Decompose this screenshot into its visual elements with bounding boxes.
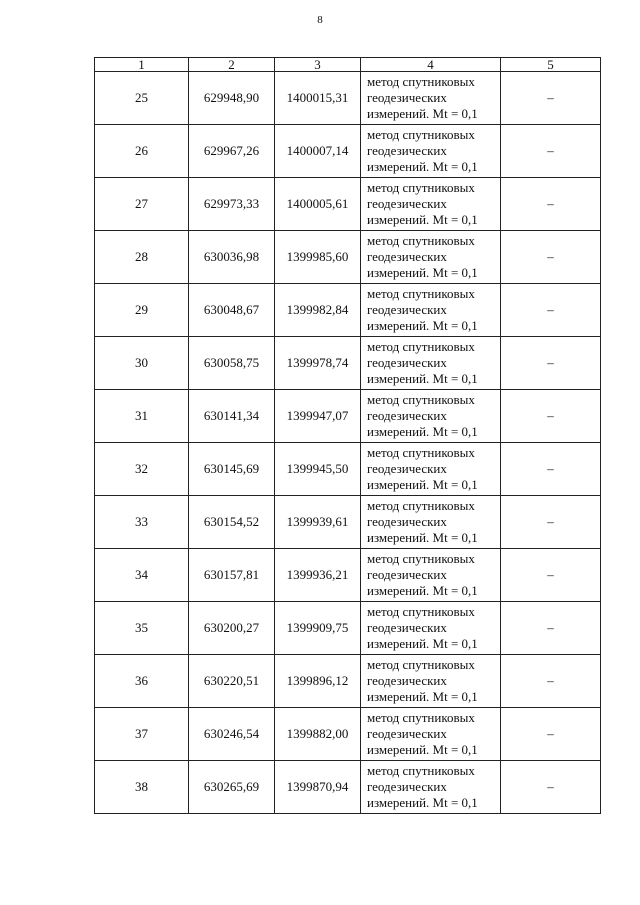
method-cell	[361, 284, 501, 337]
method-cell	[361, 549, 501, 602]
point-number-cell: 35	[95, 602, 189, 655]
note-cell: –	[501, 337, 601, 390]
note-cell: –	[501, 602, 601, 655]
method-text-line: измерений. Mt = 0,1	[367, 795, 478, 810]
method-text-line: метод спутниковых	[367, 286, 475, 301]
point-number-cell: 33	[95, 496, 189, 549]
point-number-cell: 25	[95, 72, 189, 125]
x-coordinate-cell: 629973,33	[189, 178, 275, 231]
x-coordinate-cell: 630220,51	[189, 655, 275, 708]
column-header: 5	[501, 58, 601, 72]
x-coordinate-cell: 630141,34	[189, 390, 275, 443]
x-coordinate-cell: 630145,69	[189, 443, 275, 496]
method-text-line: геодезических	[367, 673, 447, 688]
method-text-line: измерений. Mt = 0,1	[367, 477, 478, 492]
method-text-line: геодезических	[367, 355, 447, 370]
table-row	[95, 708, 601, 761]
note-cell: –	[501, 761, 601, 814]
y-coordinate-cell: 1400007,14	[275, 125, 361, 178]
point-number-cell: 38	[95, 761, 189, 814]
x-coordinate-cell: 630265,69	[189, 761, 275, 814]
x-coordinate-cell: 630048,67	[189, 284, 275, 337]
table-row	[95, 125, 601, 178]
table-row	[95, 496, 601, 549]
method-text-line: метод спутниковых	[367, 498, 475, 513]
method-text-line: метод спутниковых	[367, 339, 475, 354]
note-cell: –	[501, 231, 601, 284]
method-text-line: метод спутниковых	[367, 710, 475, 725]
y-coordinate-cell: 1399978,74	[275, 337, 361, 390]
y-coordinate-cell: 1399909,75	[275, 602, 361, 655]
method-text-line: метод спутниковых	[367, 392, 475, 407]
method-cell	[361, 390, 501, 443]
method-text-line: измерений. Mt = 0,1	[367, 583, 478, 598]
x-coordinate-cell: 630200,27	[189, 602, 275, 655]
method-cell	[361, 178, 501, 231]
column-header: 3	[275, 58, 361, 72]
table-row	[95, 602, 601, 655]
method-text-line: геодезических	[367, 90, 447, 105]
method-cell	[361, 72, 501, 125]
note-cell: –	[501, 125, 601, 178]
method-text-line: измерений. Mt = 0,1	[367, 530, 478, 545]
method-text-line: измерений. Mt = 0,1	[367, 318, 478, 333]
table-row	[95, 655, 601, 708]
method-text-line: геодезических	[367, 567, 447, 582]
point-number-cell: 28	[95, 231, 189, 284]
y-coordinate-cell: 1399896,12	[275, 655, 361, 708]
note-cell: –	[501, 284, 601, 337]
method-text-line: метод спутниковых	[367, 127, 475, 142]
method-text-line: измерений. Mt = 0,1	[367, 742, 478, 757]
method-cell	[361, 231, 501, 284]
point-number-cell: 32	[95, 443, 189, 496]
method-text-line: геодезических	[367, 196, 447, 211]
method-text-line: геодезических	[367, 620, 447, 635]
method-text-line: измерений. Mt = 0,1	[367, 212, 478, 227]
coordinates-table	[94, 57, 601, 814]
column-header: 1	[95, 58, 189, 72]
x-coordinate-cell: 630036,98	[189, 231, 275, 284]
method-text-line: метод спутниковых	[367, 74, 475, 89]
x-coordinate-cell: 630154,52	[189, 496, 275, 549]
method-cell	[361, 125, 501, 178]
note-cell: –	[501, 443, 601, 496]
table-row	[95, 231, 601, 284]
table-row	[95, 337, 601, 390]
method-text-line: метод спутниковых	[367, 657, 475, 672]
y-coordinate-cell: 1399870,94	[275, 761, 361, 814]
method-text-line: метод спутниковых	[367, 763, 475, 778]
point-number-cell: 26	[95, 125, 189, 178]
method-text-line: метод спутниковых	[367, 180, 475, 195]
point-number-cell: 29	[95, 284, 189, 337]
method-text-line: метод спутниковых	[367, 233, 475, 248]
table-row	[95, 761, 601, 814]
point-number-cell: 34	[95, 549, 189, 602]
method-text-line: геодезических	[367, 143, 447, 158]
table-row	[95, 178, 601, 231]
method-text-line: метод спутниковых	[367, 604, 475, 619]
point-number-cell: 27	[95, 178, 189, 231]
method-text-line: геодезических	[367, 726, 447, 741]
note-cell: –	[501, 496, 601, 549]
method-text-line: измерений. Mt = 0,1	[367, 159, 478, 174]
note-cell: –	[501, 390, 601, 443]
method-text-line: геодезических	[367, 302, 447, 317]
y-coordinate-cell: 1399936,21	[275, 549, 361, 602]
note-cell: –	[501, 708, 601, 761]
method-text-line: геодезических	[367, 779, 447, 794]
x-coordinate-cell: 630058,75	[189, 337, 275, 390]
method-text-line: метод спутниковых	[367, 445, 475, 460]
y-coordinate-cell: 1399939,61	[275, 496, 361, 549]
page-number: 8	[317, 14, 323, 26]
y-coordinate-cell: 1399945,50	[275, 443, 361, 496]
point-number-cell: 31	[95, 390, 189, 443]
y-coordinate-cell: 1400015,31	[275, 72, 361, 125]
method-cell	[361, 708, 501, 761]
column-header: 2	[189, 58, 275, 72]
method-text-line: измерений. Mt = 0,1	[367, 265, 478, 280]
note-cell: –	[501, 72, 601, 125]
method-cell	[361, 443, 501, 496]
method-cell	[361, 602, 501, 655]
method-text-line: геодезических	[367, 461, 447, 476]
method-text-line: геодезических	[367, 408, 447, 423]
method-text-line: метод спутниковых	[367, 551, 475, 566]
note-cell: –	[501, 178, 601, 231]
y-coordinate-cell: 1399982,84	[275, 284, 361, 337]
table-row	[95, 284, 601, 337]
method-cell	[361, 655, 501, 708]
y-coordinate-cell: 1399985,60	[275, 231, 361, 284]
method-cell	[361, 337, 501, 390]
column-header: 4	[361, 58, 501, 72]
method-text-line: измерений. Mt = 0,1	[367, 636, 478, 651]
x-coordinate-cell: 630246,54	[189, 708, 275, 761]
method-text-line: измерений. Mt = 0,1	[367, 106, 478, 121]
point-number-cell: 37	[95, 708, 189, 761]
table-row	[95, 443, 601, 496]
method-cell	[361, 761, 501, 814]
table-row	[95, 72, 601, 125]
table-row	[95, 549, 601, 602]
y-coordinate-cell: 1399882,00	[275, 708, 361, 761]
method-text-line: измерений. Mt = 0,1	[367, 424, 478, 439]
x-coordinate-cell: 630157,81	[189, 549, 275, 602]
y-coordinate-cell: 1399947,07	[275, 390, 361, 443]
x-coordinate-cell: 629967,26	[189, 125, 275, 178]
table-header-row	[95, 58, 601, 72]
note-cell: –	[501, 549, 601, 602]
x-coordinate-cell: 629948,90	[189, 72, 275, 125]
point-number-cell: 30	[95, 337, 189, 390]
point-number-cell: 36	[95, 655, 189, 708]
table-row	[95, 390, 601, 443]
method-text-line: геодезических	[367, 249, 447, 264]
note-cell: –	[501, 655, 601, 708]
method-text-line: измерений. Mt = 0,1	[367, 689, 478, 704]
method-cell	[361, 496, 501, 549]
y-coordinate-cell: 1400005,61	[275, 178, 361, 231]
table-body	[95, 72, 601, 814]
method-text-line: геодезических	[367, 514, 447, 529]
method-text-line: измерений. Mt = 0,1	[367, 371, 478, 386]
